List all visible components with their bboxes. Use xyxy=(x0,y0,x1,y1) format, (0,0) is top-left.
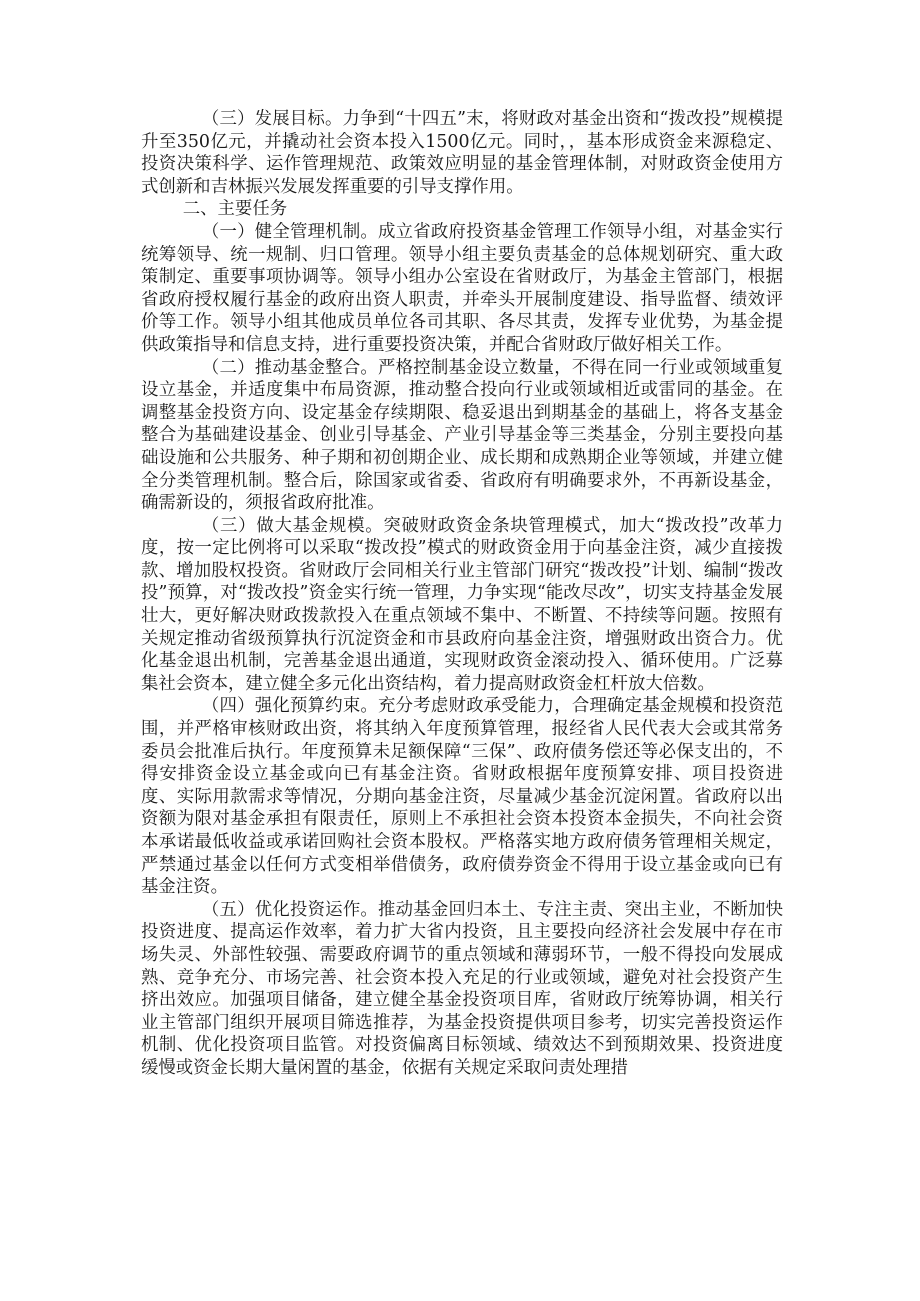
paragraph-fund-integration: （二）推动基金整合。严格控制基金设立数量，不得在同一行业或领域重复设立基金，并适度集中布局资源，推动整合投向行业或领域相近或雷同的基金。在调整基金投资方向、设定基金存续期限、稳妥退出到期基金的基础上，将各支基金整合为基础建设基金、创业引导基金、产业引导基金等三类基金，分别主要投向基础设施和公共服务、种子期和初创期企业、成长期和成熟期企业等领域，并建立健全分类管理机制。整合后，除国家或省委、省政府有明确要求外，不再新设基金，确需新设的，须报省政府批准。 xyxy=(141,357,783,514)
paragraph-budget-constraint: （四）强化预算约束。充分考虑财政承受能力，合理确定基金规模和投资范围，并严格审核财政出资，将其纳入年度预算管理，报经省人民代表大会或其常务委员会批准后执行。年度预算未足额保障“三保”、政府债务偿还等必保支出的，不得安排资金设立基金或向已有基金注资。省财政根据年度预算安排、项目投资进度、实际用款需求等情况，分期向基金注资，尽量减少基金沉淀闲置。省政府以出资额为限对基金承担有限责任，原则上不承担社会资本投资本金损失，不向社会资本承诺最低收益或承诺回购社会资本股权。严格落实地方政府债务管理相关规定，严禁通过基金以任何方式变相举借债务，政府债券资金不得用于设立基金或向已有基金注资。 xyxy=(141,696,783,898)
document-page xyxy=(141,108,783,1080)
paragraph-development-goal: （三）发展目标。力争到“十四五”末，将财政对基金出资和“拨改投”规模提升至350亿元，并撬动社会资本投入1500亿元。同时，，基本形成资金来源稳定、投资决策科学、运作管理规范、政策效应明显的基金管理体制，对财政资金使用方式创新和吉林振兴发展发挥重要的引导支撑作用。 xyxy=(141,109,783,197)
paragraph-fund-scale: （三）做大基金规模。突破财政资金条块管理模式，加大“拨改投”改革力度，按一定比例将可以采取“拨改投”模式的财政资金用于向基金注资，减少直接拨款、增加股权投资。省财政厅会同相关行业主管部门研究“拨改投”计划、编制“拨改投”预算，对“拨改投”资金实行统一管理，力争实现“能改尽改”，切实支持基金发展壮大，更好解决财政拨款投入在重点领域不集中、不断置、不持续等问题。按照有关规定推动省级预算执行沉淀资金和市县政府向基金注资，增强财政出资合力。优化基金退出机制，完善基金退出通道，实现财政资金滚动投入、循环使用。广泛募集社会资本，建立健全多元化出资结构，着力提高财政资金杠杆放大倍数。 xyxy=(141,515,783,694)
paragraph-management-mechanism: （一）健全管理机制。成立省政府投资基金管理工作领导小组，对基金实行统筹领导、统一规制、归口管理。领导小组主要负责基金的总体规划研究、重大政策制定、重要事项协调等。领导小组办公室设在省财政厅，为基金主管部门，根据省政府授权履行基金的政府出资人职责，并牵头开展制度建设、指导监督、绩效评价等工作。领导小组其他成员单位各司其职、各尽其责，发挥专业优势，为基金提供政策指导和信息支持，进行重要投资决策，并配合省财政厅做好相关工作。 xyxy=(141,221,783,355)
section-heading-main-tasks: 二、主要任务 xyxy=(182,199,288,220)
paragraph-investment-operation: （五）优化投资运作。推动基金回归本土、专注主责、突出主业，不断加快投资进度、提高运作效率，着力扩大省内投资，且主要投向经济社会发展中存在市场失灵、外部性较强、需要政府调节的重点领域和薄弱环节，一般不得投向发展成熟、竞争充分、市场完善、社会资本投入充足的行业或领域，避免对社会投资产生挤出效应。加强项目储备，建立健全基金投资项目库，省财政厅统筹协调，相关行业主管部门组织开展项目筛选推荐，为基金投资提供项目参考，切实完善投资运作机制、优化投资项目监管。对投资偏离目标领域、绩效达不到预期效果、投资进度缓慢或资金长期大量闲置的基金，依据有关规定采取问责处理措 xyxy=(141,899,783,1078)
